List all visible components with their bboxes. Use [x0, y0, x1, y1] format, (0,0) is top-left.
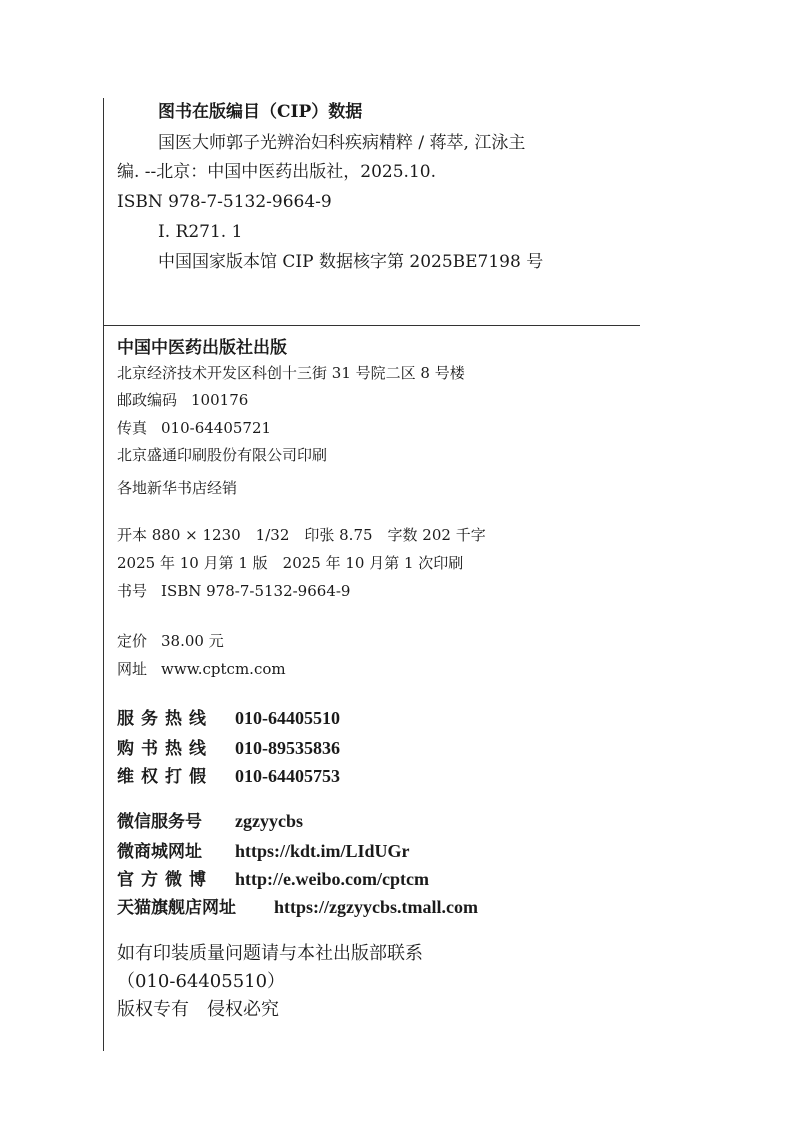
format-line: 开本 880 × 1230 1/32 印张 8.75 字数 202 千字 [117, 526, 486, 544]
hotline-value: 010-64405753 [235, 766, 340, 786]
online-label: 微商城网址 [117, 842, 202, 862]
hotline-label: 购书热线 [117, 739, 213, 759]
price-line [117, 634, 224, 649]
hotline-label: 维权打假 [117, 767, 213, 787]
printer-line: 北京盛通印刷股份有限公司印刷 [117, 446, 328, 464]
tmall-line [117, 898, 478, 917]
postcode-line [117, 393, 248, 408]
hotline-value: 010-64405510 [235, 708, 340, 728]
online-label: 微信服务号 [117, 812, 202, 832]
wechat-line [117, 812, 303, 831]
postcode-label: 邮政编码 [117, 391, 178, 409]
cip-line-4: Ⅰ. R271. 1 [158, 222, 243, 242]
online-value: https://zgzyycbs.tmall.com [274, 897, 478, 917]
price-value: 38.00 元 [161, 632, 224, 650]
hotline-service [117, 709, 340, 728]
hotline-label: 服务热线 [117, 709, 213, 729]
quality-notice-phone: （010-64405510） [117, 971, 286, 992]
cip-line-1: 国医大师郭子光辨治妇科疾病精粹 / 蒋萃, 江泳主 [158, 133, 526, 153]
hotline-value: 010-89535836 [235, 738, 340, 758]
weibo-line [117, 870, 429, 889]
book-number-label: 书号 [117, 582, 148, 600]
edition-line: 2025 年 10 月第 1 版 2025 年 10 月第 1 次印刷 [117, 554, 464, 572]
horizontal-rule [103, 325, 640, 326]
book-number-value: ISBN 978-7-5132-9664-9 [161, 582, 351, 600]
quality-notice: 如有印装质量问题请与本社出版部联系 [117, 943, 423, 964]
online-label: 天猫旗舰店网址 [117, 898, 236, 918]
hotline-antipiracy [117, 767, 340, 786]
fax-value: 010-64405721 [161, 419, 272, 437]
website-value: www.cptcm.com [161, 660, 286, 678]
vertical-rule [103, 98, 104, 1051]
publisher-name: 中国中医药出版社出版 [117, 338, 287, 358]
distributor-line: 各地新华书店经销 [117, 479, 238, 497]
cip-line-3: ISBN 978-7-5132-9664-9 [117, 192, 332, 212]
cip-line-5: 中国国家版本馆 CIP 数据核字第 2025BE7198 号 [158, 252, 544, 272]
postcode-value: 100176 [191, 391, 249, 409]
hotline-purchase [117, 739, 340, 758]
cip-line-2: 编. --北京：中国中医药出版社，2025.10. [117, 162, 436, 182]
website-line [117, 662, 286, 677]
copyright-notice: 版权专有 侵权必究 [117, 999, 279, 1020]
price-label: 定价 [117, 632, 148, 650]
fax-line [117, 421, 271, 436]
book-number-line [117, 584, 350, 599]
online-value: zgzyycbs [235, 811, 303, 831]
microstore-line [117, 842, 410, 861]
cip-title: 图书在版编目（CIP）数据 [158, 102, 363, 122]
online-label: 官方微博 [117, 870, 213, 890]
publisher-address: 北京经济技术开发区科创十三街 31 号院二区 8 号楼 [117, 364, 465, 382]
website-label: 网址 [117, 660, 148, 678]
online-value: https://kdt.im/LIdUGr [235, 841, 410, 861]
online-value: http://e.weibo.com/cptcm [235, 869, 429, 889]
fax-label: 传真 [117, 419, 148, 437]
